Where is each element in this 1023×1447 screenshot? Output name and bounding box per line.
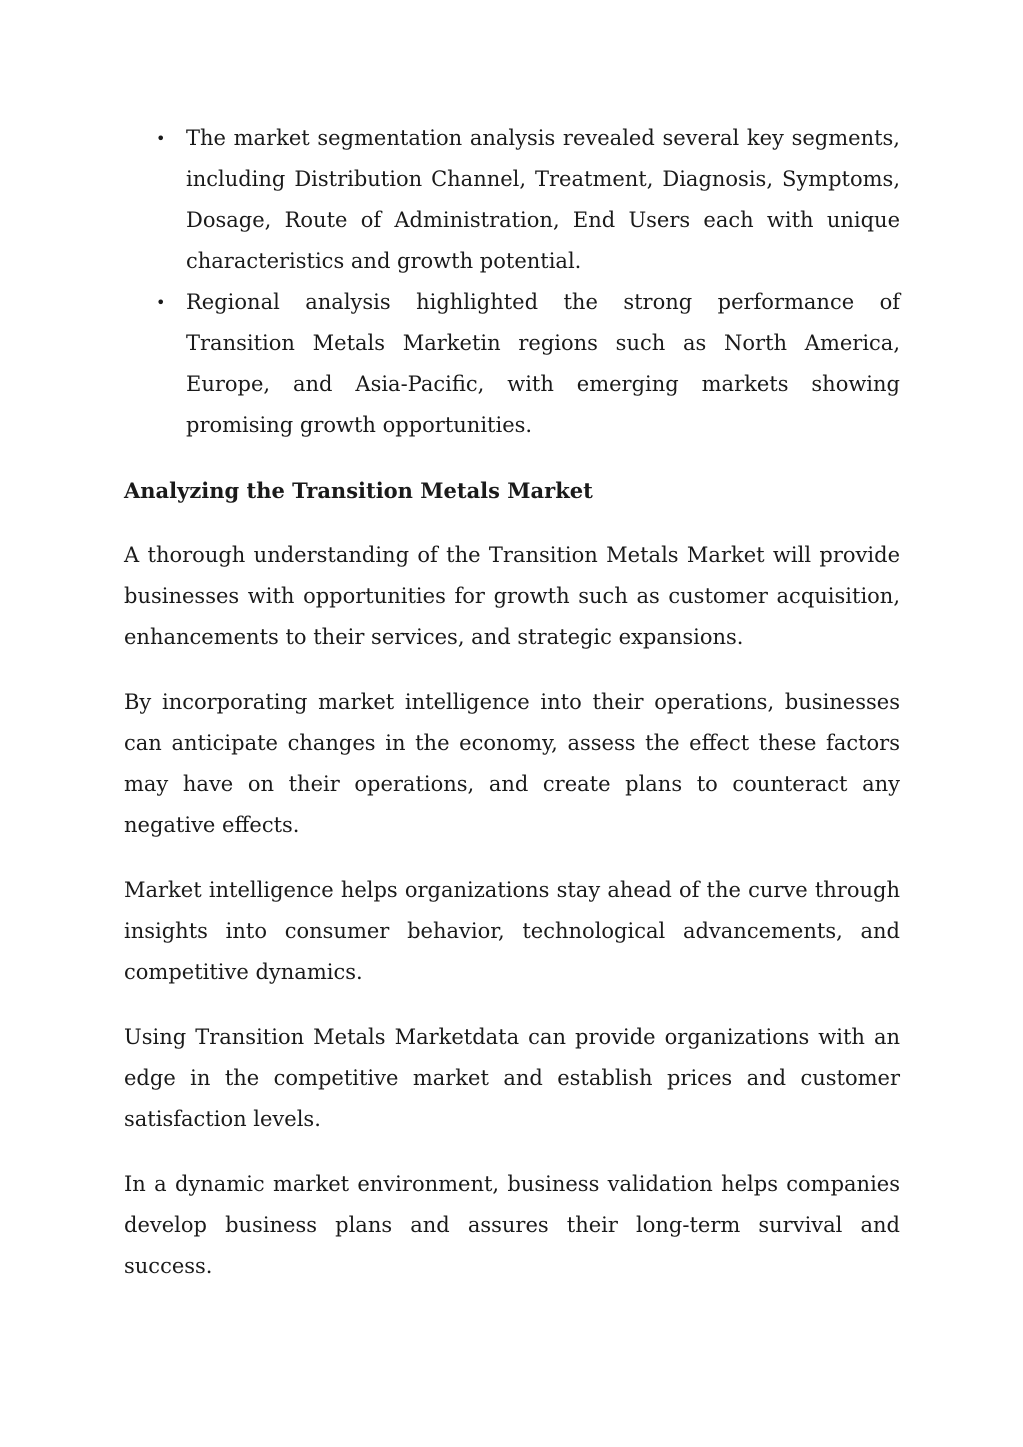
paragraph: In a dynamic market environment, business validation helps companies develop business plans and assures their long-term survival and success. [124,1172,900,1278]
document-page [124,118,900,1287]
bullet-text: Regional analysis highlighted the strong performance of Transition Metals Marketin regions such as North America, Europe, and Asia-Pacific, with emerging markets showing promising growth opportunities. [186,290,900,437]
paragraph: Using Transition Metals Marketdata can provide organizations with an edge in the competitive market and establish prices and customer satisfaction levels. [124,1025,900,1131]
bullet-dot-icon: • [156,129,166,148]
bullet-item [124,118,900,282]
bullet-dot-icon: • [156,293,166,312]
paragraph: Market intelligence helps organizations stay ahead of the curve through insights into consumer behavior, technological advancements, and competitive dynamics. [124,878,900,984]
bullet-text: The market segmentation analysis revealed several key segments, including Distribution Channel, Treatment, Diagnosis, Symptoms, Dosage, Route of Administration, End Users each with unique characteristics and growth potential. [186,126,900,273]
bullet-item [124,282,900,446]
section-heading: Analyzing the Transition Metals Market [124,478,593,503]
paragraph: A thorough understanding of the Transition Metals Market will provide businesses with opportunities for growth such as customer acquisition, enhancements to their services, and strategic expansions. [124,543,900,649]
paragraph: By incorporating market intelligence into their operations, businesses can anticipate changes in the economy, assess the effect these factors may have on their operations, and create plans to counteract any negative effects. [124,690,900,837]
bullet-list [124,118,900,446]
